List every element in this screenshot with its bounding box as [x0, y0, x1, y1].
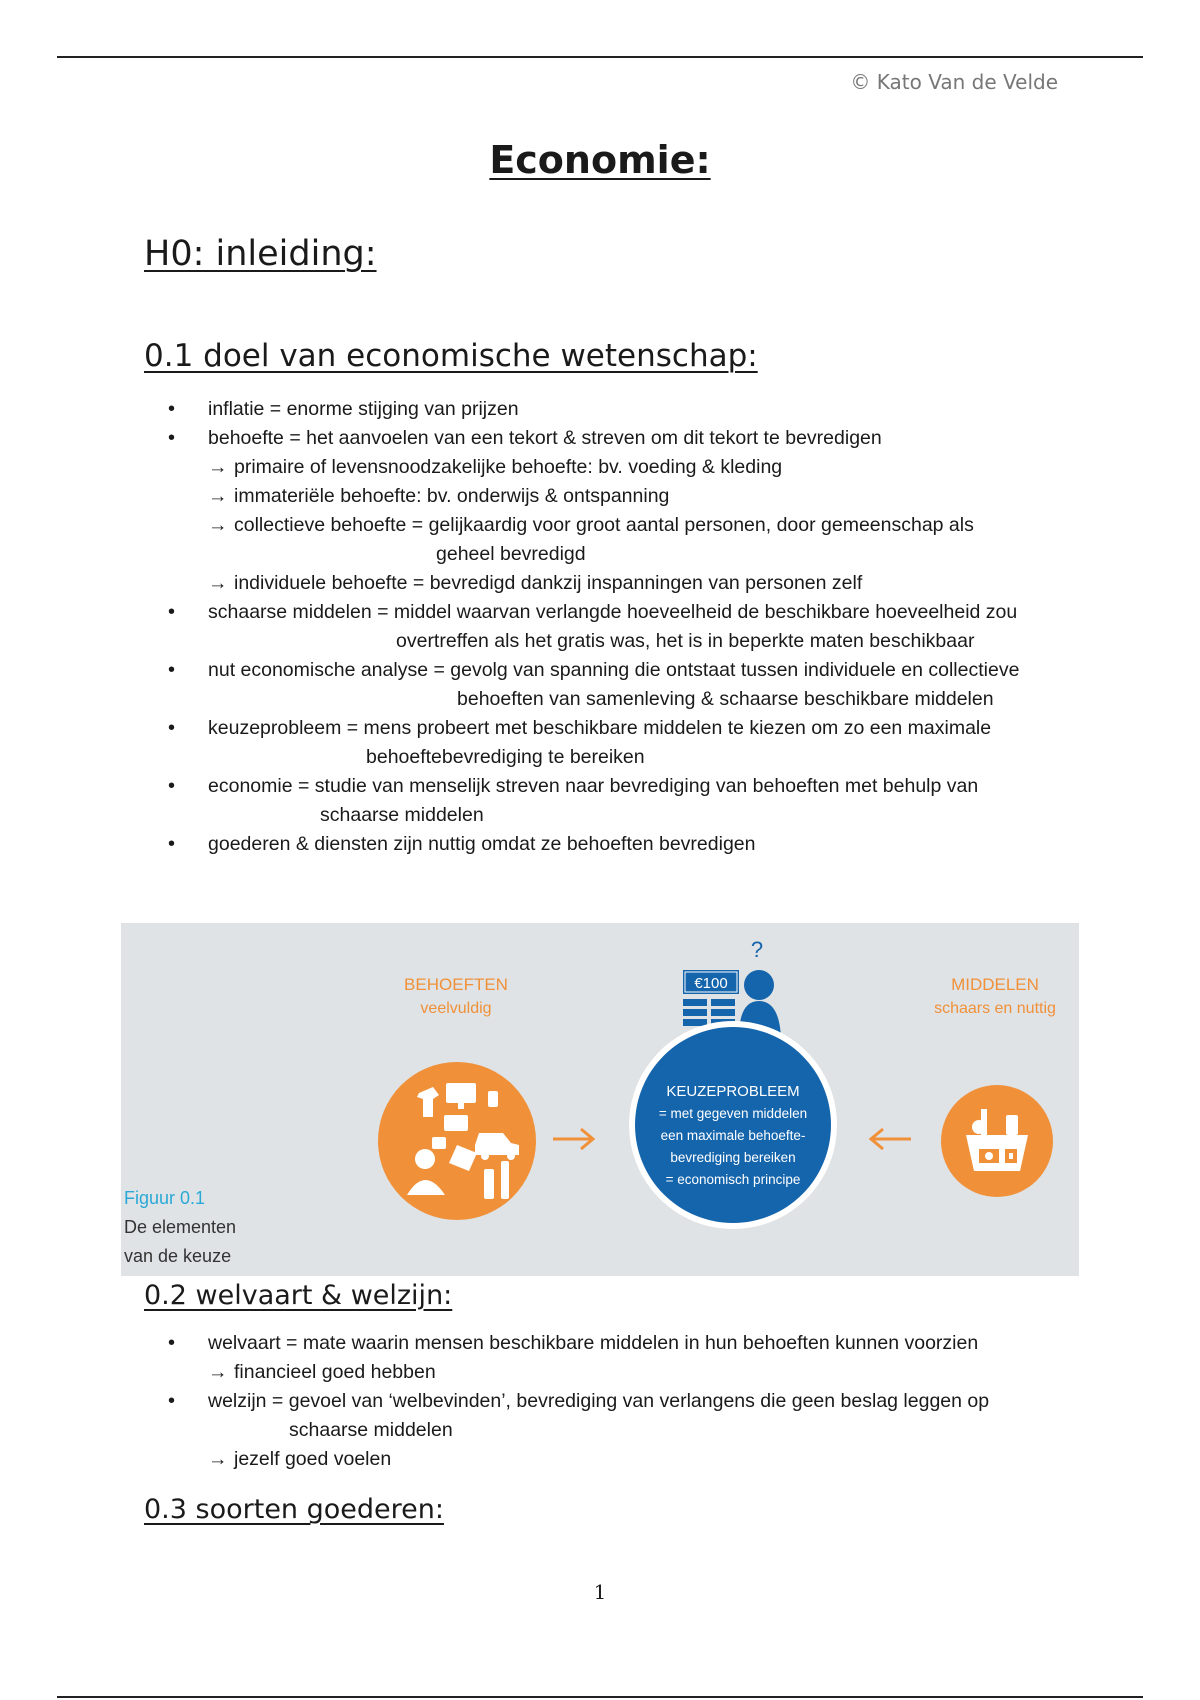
page-number: 1 [593, 1580, 607, 1604]
section-0-1-list [160, 395, 1060, 859]
sub-item-continuation: geheel bevredigd [436, 543, 586, 565]
list-item [160, 395, 1060, 424]
list-item-text: goederen & diensten zijn nuttig omdat ze behoeften bevredigen [208, 833, 756, 855]
section-heading-0-3: 0.3 soorten goederen: [144, 1494, 444, 1525]
arrow-right-icon: → [208, 1448, 228, 1470]
list-item [160, 714, 1060, 772]
choice-problem-line: = met gegeven middelen [658, 1106, 808, 1121]
sub-item [208, 1445, 1060, 1474]
arrow-right-icon: → [208, 456, 228, 478]
question-mark: ? [750, 937, 764, 962]
list-item-text: schaarse middelen = middel waarvan verlangde hoeveelheid de beschikbare hoeveelheid zou [208, 601, 1018, 623]
list-item-text: behoefte = het aanvoelen van een tekort & streven om dit tekort te bevredigen [208, 427, 882, 449]
section-heading-0-1: 0.1 doel van economische wetenschap: [144, 338, 758, 374]
list-item [160, 830, 1060, 859]
figure-graphic [121, 923, 1079, 1276]
sub-item-text: immateriële behoefte: bv. onderwijs & ontspanning [234, 485, 670, 507]
arrow-right-icon: → [208, 572, 228, 594]
sub-item [208, 511, 1060, 540]
sub-item [208, 453, 1060, 482]
arrow-left-icon [871, 1129, 911, 1149]
arrow-right-icon [553, 1129, 593, 1149]
sub-item-text: collectieve behoefte = gelijkaardig voor groot aantal personen, door gemeenschap als [234, 514, 974, 536]
sub-item-text: individuele behoefte = bevredigd dankzij inspanningen van personen zelf [234, 572, 863, 594]
means-title: MIDDELEN [951, 975, 1039, 994]
choice-problem-line: een maximale behoefte- [660, 1128, 806, 1143]
list-item [160, 1387, 1060, 1474]
sub-item [208, 1358, 1060, 1387]
list-item-text: keuzeprobleem = mens probeert met beschikbare middelen te kiezen om zo een maximale [208, 717, 992, 739]
section-heading-0-2: 0.2 welvaart & welzijn: [144, 1280, 453, 1311]
bottom-rule [57, 1696, 1143, 1698]
choice-problem-line: KEUZEPROBLEEM [666, 1083, 800, 1100]
choice-problem-line: bevrediging bereiken [670, 1150, 796, 1165]
list-item [160, 656, 1060, 714]
arrow-right-icon: → [208, 1361, 228, 1383]
sub-item-text: financieel goed hebben [234, 1361, 436, 1383]
choice-problem-line: = economisch principe [665, 1172, 801, 1187]
document-title: Economie: [489, 138, 711, 182]
list-item-continuation: behoeften van samenleving & schaarse beschikbare middelen [457, 688, 994, 710]
price-tag: €100 [694, 975, 728, 992]
list-item-continuation: overtreffen als het gratis was, het is in beperkte maten beschikbaar [396, 630, 975, 652]
needs-circle [378, 1062, 536, 1220]
section-0-2-list [160, 1329, 1060, 1474]
sub-item-text: jezelf goed voelen [234, 1448, 392, 1470]
arrow-right-icon: → [208, 514, 228, 536]
list-item-continuation: behoeftebevrediging te bereiken [366, 746, 645, 768]
list-item [160, 598, 1060, 656]
sub-item [208, 569, 1060, 598]
sub-item-text: primaire of levensnoodzakelijke behoefte: bv. voeding & kleding [234, 456, 783, 478]
list-item-text: nut economische analyse = gevolg van spanning die ontstaat tussen individuele en collectieve [208, 659, 1020, 681]
needs-subtitle: veelvuldig [420, 1000, 492, 1017]
figure-label: Figuur 0.1 [124, 1188, 206, 1208]
list-item-continuation: schaarse middelen [289, 1419, 453, 1441]
list-item-text: welzijn = gevoel van ‘welbevinden’, bevrediging van verlangens die geen beslag leggen op [208, 1390, 990, 1412]
list-item-text: economie = studie van menselijk streven naar bevrediging van behoeften met behulp van [208, 775, 979, 797]
list-item [160, 424, 1060, 598]
arrow-right-icon: → [208, 485, 228, 507]
figure-elements-of-choice [121, 923, 1079, 1276]
means-subtitle: schaars en nuttig [934, 1000, 1056, 1017]
list-item-text: welvaart = mate waarin mensen beschikbare middelen in hun behoeften kunnen voorzien [208, 1332, 979, 1354]
means-circle [941, 1085, 1053, 1197]
chapter-heading: H0: inleiding: [144, 234, 377, 274]
list-item-continuation: schaarse middelen [320, 804, 484, 826]
figure-description: De elementen [124, 1217, 237, 1237]
choice-problem-circle [629, 1021, 837, 1229]
copyright-notice: © Kato Van de Velde [850, 70, 1058, 94]
needs-title: BEHOEFTEN [404, 975, 508, 994]
figure-description: van de keuze [124, 1246, 232, 1266]
sub-item [208, 482, 1060, 511]
list-item [160, 772, 1060, 830]
list-item-text: inflatie = enorme stijging van prijzen [208, 398, 519, 420]
top-rule [57, 56, 1143, 58]
list-item [160, 1329, 1060, 1387]
